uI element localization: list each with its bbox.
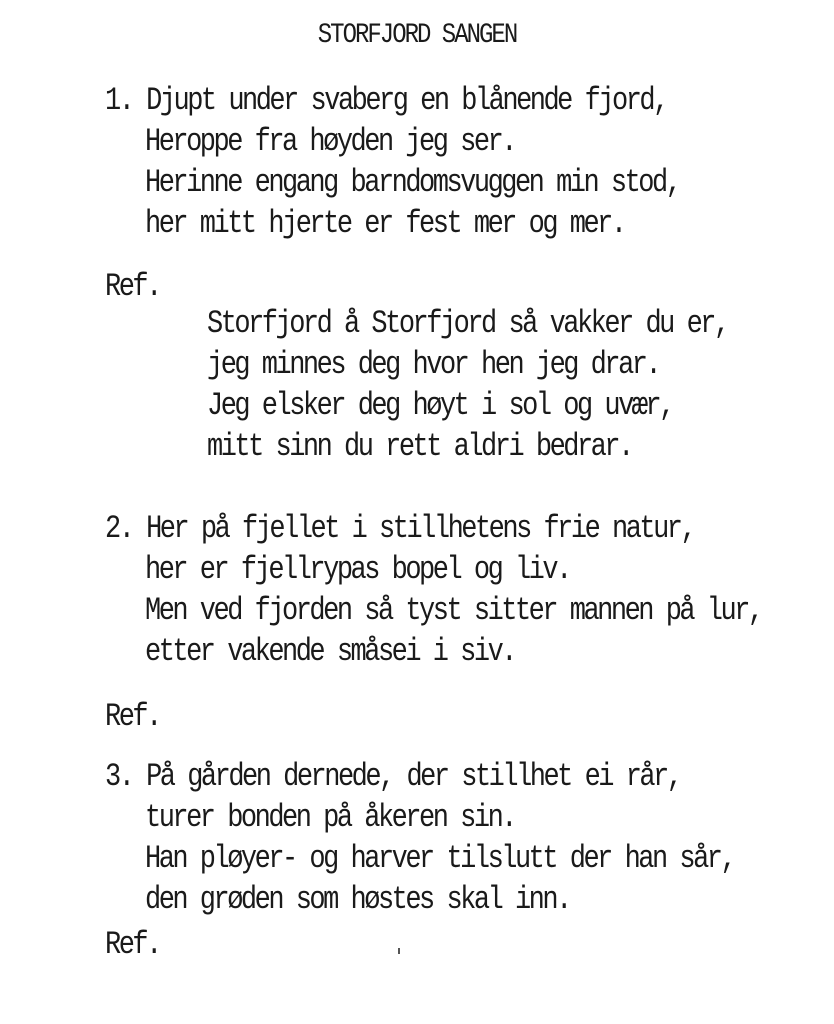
verse3-line4: den grøden som høstes skal inn. — [145, 883, 570, 919]
verse2-line4: etter vakende småsei i siv. — [145, 635, 515, 671]
ref-label-3: Ref. — [105, 928, 160, 964]
verse1-line2: Heroppe fra høyden jeg ser. — [145, 125, 515, 161]
chorus-line2: jeg minnes deg hvor hen jeg drar. — [207, 348, 660, 384]
verse2-line2: her er fjellrypas bopel og liv. — [145, 553, 570, 589]
scan-speck — [398, 948, 400, 954]
song-title: STORFJORD SANGEN — [317, 20, 517, 52]
verse1-line1: 1. Djupt under svaberg en blånende fjord, — [105, 84, 667, 120]
verse2-line1: 2. Her på fjellet i stillhetens frie natur, — [105, 512, 695, 548]
verse1-line4: her mitt hjerte er fest mer og mer. — [145, 207, 625, 243]
verse1-line3: Herinne engang barndomsvuggen min stod, — [145, 166, 680, 202]
verse3-line1: 3. På gården dernede, der stillhet ei rår, — [105, 760, 681, 796]
verse3-line3: Han pløyer- og harver tilslutt der han sår, — [145, 842, 735, 878]
chorus-line3: Jeg elsker deg høyt i sol og uvær, — [207, 389, 673, 425]
chorus-line1: Storfjord å Storfjord så vakker du er, — [207, 307, 728, 343]
ref-label-1: Ref. — [105, 270, 160, 306]
ref-label-2: Ref. — [105, 700, 160, 736]
verse3-line2: turer bonden på åkeren sin. — [145, 801, 515, 837]
verse2-line3: Men ved fjorden så tyst sitter mannen på lur, — [145, 594, 762, 630]
chorus-line4: mitt sinn du rett aldri bedrar. — [207, 430, 632, 466]
